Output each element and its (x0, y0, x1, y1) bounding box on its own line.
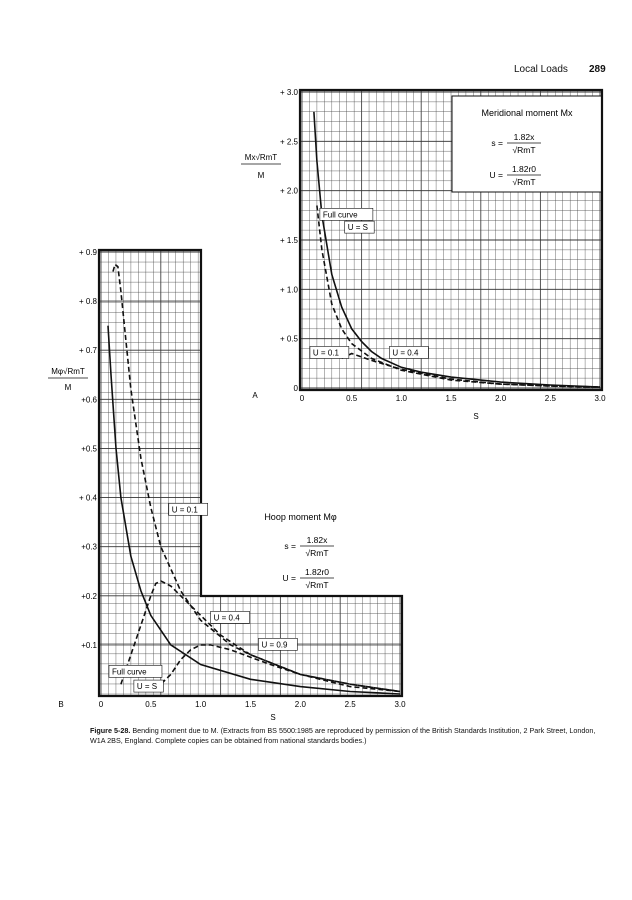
curve-annotation-4: U = 0.4 (392, 348, 419, 358)
caption-text: Bending moment due to M. (Extracts from BS 5500:1985 are reproduced by permission of the British Standards Institution, 2 Park Street, London, W1A 2BS, England. Complete copies can be obtained from national standards bodies.) (90, 726, 596, 745)
formula-s-lhs: s = (284, 541, 296, 551)
formula-s-numerator: 1.82x (513, 132, 535, 142)
x-tick-label: 2.5 (544, 394, 556, 403)
x-tick-label: 1.0 (395, 394, 407, 403)
curve-annotation-1: Full curve (322, 210, 358, 220)
panel-letter: A (252, 391, 258, 400)
y-tick-label: + 2.5 (279, 137, 298, 147)
y-tick-label: + 2.0 (279, 186, 298, 196)
y-axis-label-denominator: M (257, 171, 265, 180)
curve-annotation-2: U = 0.4 (213, 613, 240, 623)
formula-u-denominator: √RmT (305, 580, 329, 590)
series-line-2 (113, 264, 400, 691)
formula-u-numerator: 1.82r0 (511, 164, 537, 174)
x-tick-label: 0.5 (145, 700, 157, 709)
curve-annotation-5: U = S (136, 682, 158, 692)
x-tick-label: 2.0 (294, 700, 306, 709)
formula-s-denominator: √RmT (305, 548, 329, 558)
x-tick-label: 3.0 (394, 700, 406, 709)
x-axis-label: S (473, 412, 479, 421)
x-tick-label: 1.5 (244, 700, 257, 709)
curve-annotation-1: U = 0.1 (171, 505, 198, 515)
y-tick-label: +0.2 (81, 591, 97, 601)
series-line-3 (121, 581, 400, 692)
formula-s-lhs: s = (491, 138, 503, 148)
caption-label: Figure 5-28. (90, 726, 131, 735)
x-tick-label: 1.5 (445, 394, 457, 403)
x-tick-label: 2.5 (344, 700, 356, 709)
y-tick-label: +0.5 (81, 444, 97, 454)
x-tick-label: 0 (98, 700, 104, 709)
curve-annotation-3: U = 0.1 (312, 348, 339, 358)
y-axis-label-numerator: Mφ√RmT (51, 367, 85, 376)
series-line-4 (156, 645, 400, 692)
x-axis-label: S (270, 713, 276, 722)
x-tick-label: 0.5 (346, 394, 358, 403)
formula-u-numerator: 1.82r0 (304, 567, 330, 577)
y-tick-label: + 0.8 (78, 297, 97, 307)
y-tick-label: + 0.4 (78, 493, 97, 503)
y-axis-label-denominator: M (64, 383, 72, 392)
figure-caption (90, 726, 610, 746)
formula-u-lhs: U = (489, 170, 503, 180)
y-tick-label: + 0.7 (78, 346, 97, 356)
formula-u-lhs: U = (282, 573, 296, 583)
y-tick-label: + 0.9 (78, 248, 97, 257)
formula-u-denominator: √RmT (512, 177, 536, 187)
page-number: 289 (589, 64, 606, 75)
x-tick-label: 2.0 (495, 394, 507, 403)
running-head-title: Local Loads (514, 64, 568, 75)
y-tick-label: +0.6 (81, 395, 97, 405)
box-title: Meridional moment Mx (481, 108, 573, 118)
y-tick-label: + 1.0 (279, 285, 298, 295)
y-tick-label: + 0.5 (279, 334, 298, 344)
panel-letter: B (58, 700, 64, 709)
y-tick-label: + 1.5 (279, 236, 298, 245)
y-axis-label-numerator: Mx√RmT (244, 153, 278, 162)
y-tick-label: 0 (293, 384, 298, 393)
x-tick-label: 0 (299, 394, 305, 403)
y-tick-label: +0.1 (81, 640, 97, 650)
curve-annotation-2: U = S (347, 223, 368, 233)
y-tick-label: +0.3 (81, 542, 97, 552)
formula-s-denominator: √RmT (512, 145, 536, 155)
curve-annotation-4: Full curve (111, 667, 147, 677)
x-tick-label: 1.0 (195, 700, 207, 709)
formula-s-numerator: 1.82x (306, 535, 328, 545)
y-tick-label: + 3.0 (279, 88, 298, 97)
x-tick-label: 3.0 (594, 394, 606, 403)
box-title: Hoop moment Mφ (264, 512, 337, 522)
curve-annotation-3: U = 0.9 (261, 640, 288, 650)
